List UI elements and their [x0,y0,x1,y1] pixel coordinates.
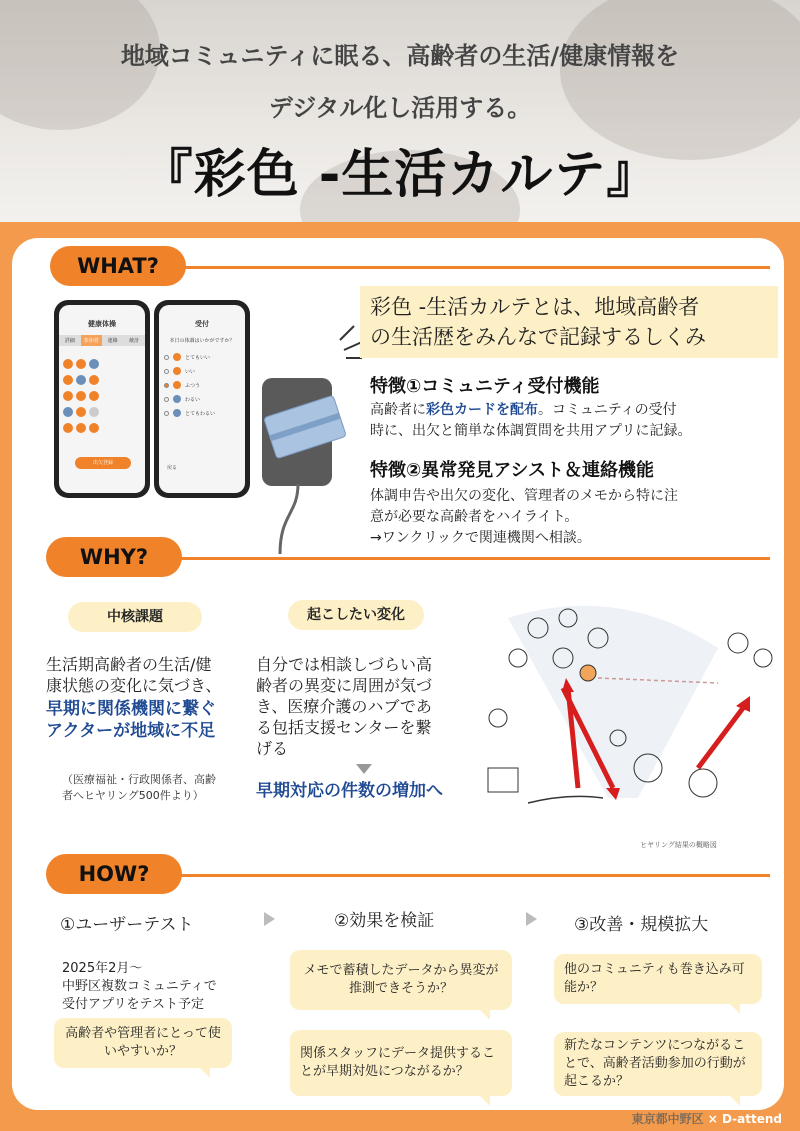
feature2-text-c: →ワンクリックで関連機関へ相談。 [370,530,591,546]
step1-schedule-line: 受付アプリをテスト予定 [62,997,204,1012]
page-title: 『彩色 -生活カルテ』 [140,145,660,205]
phone1-tab: 連絡 [102,335,124,346]
step-arrow-icon [264,912,275,926]
phone1-tab: 統計 [124,335,146,346]
step-arrow-icon [526,912,537,926]
step1-question-bubble: 高齢者や管理者にとって使いやすいか？ [54,1018,232,1068]
core-issue-label: 中核課題 [68,602,202,632]
step2-question-bubble-1: メモで蓄積したデータから異変が推測できそうか？ [290,950,512,1010]
phone2-question: 本日の体調はいかがですか？ [169,338,235,344]
what-label: WHAT? [50,246,186,286]
hero-subtitle-line1: 地域コミュニティに眠る、高齢者の生活/健康情報を [120,42,680,70]
phone1-tabs [59,335,145,346]
hearing-results-illustration [468,588,780,860]
feature1-title: 特徴①コミュニティ受付機能 [370,376,600,397]
desired-change-line: 自分では相談しづらい高 [256,655,433,674]
desired-change-highlight: 早期対応の件数の増加へ [256,781,443,801]
phone-mockup-exercise [54,300,150,498]
core-issue-highlight [46,698,216,742]
step1-schedule [62,960,217,1014]
feature1-text-c: 時に、出欠と簡単な体調質問を共用アプリに記録。 [370,423,692,439]
what-headline-box [360,286,778,358]
step1-schedule-line: 2025年2月〜 [62,961,143,976]
how-label: HOW? [46,854,182,894]
desired-change-line: き、医療介護のハブであ [256,697,432,716]
phone1-tab: 参加者 [81,335,103,346]
why-divider [150,557,770,560]
step3-question-bubble-1: 他のコミュニティも巻き込み可能か？ [554,954,762,1004]
footer-partner: × D-attend [703,1112,782,1126]
what-headline-line2: の生活歴をみんなで記録するしくみ [370,325,706,349]
footer-org: 東京都中野区 [631,1112,704,1126]
feature2-text [370,486,770,549]
desired-change-label: 起こしたい変化 [288,600,424,630]
phone2-option: わるい [185,396,201,403]
core-issue-note [62,772,216,804]
what-headline-line1: 彩色 -生活カルテとは、地域高齢者 [370,295,700,319]
hero-banner [0,0,800,222]
feature2-text-a: 体調申告や出欠の変化、管理者のメモから特に注 [370,488,678,504]
what-divider [150,266,770,269]
step1-schedule-line: 中野区複数コミュニティで [62,979,217,994]
core-issue-blue-line: アクターが地域に不足 [46,721,216,741]
footer-credit [632,1110,782,1127]
core-issue-line: 康状態の変化に気づき、 [46,676,222,695]
step3-title: ③改善・規模拡大 [574,915,709,935]
core-issue-text [46,654,221,696]
desired-change-text [256,654,432,759]
phone1-register-button: 出欠登録 [75,457,131,469]
step2-question-bubble-2: 関係スタッフにデータ提供することが早期対処につながるか？ [290,1030,512,1096]
why-label: WHY? [46,537,182,577]
hero-subtitle-line2: デジタル化し活用する。 [268,94,532,122]
desired-change-line: る包括支援センターを繋 [256,718,432,737]
phone2-option: いい [185,368,196,375]
feature2-text-b: 意が必要な高齢者をハイライト。 [370,509,579,525]
phone-mockup-reception [154,300,250,498]
core-issue-blue-line: 早期に関係機関に繋ぐ [46,699,216,719]
core-issue-line: 生活期高齢者の生活/健 [46,655,212,674]
step3-question-bubble-2: 新たなコンテンツにつながることで、高齢者活動参加の行動が起こるか？ [554,1032,762,1096]
phone1-title: 健康体操 [88,320,116,328]
cable-icon [270,484,310,554]
arrow-down-icon [356,764,372,774]
phone2-back: 戻る [167,465,178,471]
core-issue-note-line: 者へヒヤリング500件より） [62,789,204,802]
desired-change-line: 齢者の異変に周囲が気づ [256,676,433,695]
feature2-title: 特徴②異常発見アシスト＆連絡機能 [370,460,654,481]
phone2-option: とてもいい [185,354,211,361]
core-issue-note-line: （医療福祉・行政関係者、高齢 [62,773,216,786]
phone2-option: とてもわるい [185,410,216,417]
how-divider [150,874,770,877]
phone2-option: ふつう [185,382,201,389]
phone2-title: 受付 [195,320,209,328]
desired-change-line: げる [256,739,289,758]
feature1-text-a: 高齢者に [370,402,426,418]
step2-title: ②効果を検証 [334,911,435,931]
step1-title: ①ユーザーテスト [60,915,194,935]
feature1-text [370,400,770,442]
feature1-text-b: 。コミュニティの受付 [538,402,677,418]
feature1-highlight: 彩色カードを配布 [426,402,538,418]
phone1-tab: 詳細 [59,335,81,346]
illustration-caption: ヒヤリング結果の概略図 [640,841,717,849]
